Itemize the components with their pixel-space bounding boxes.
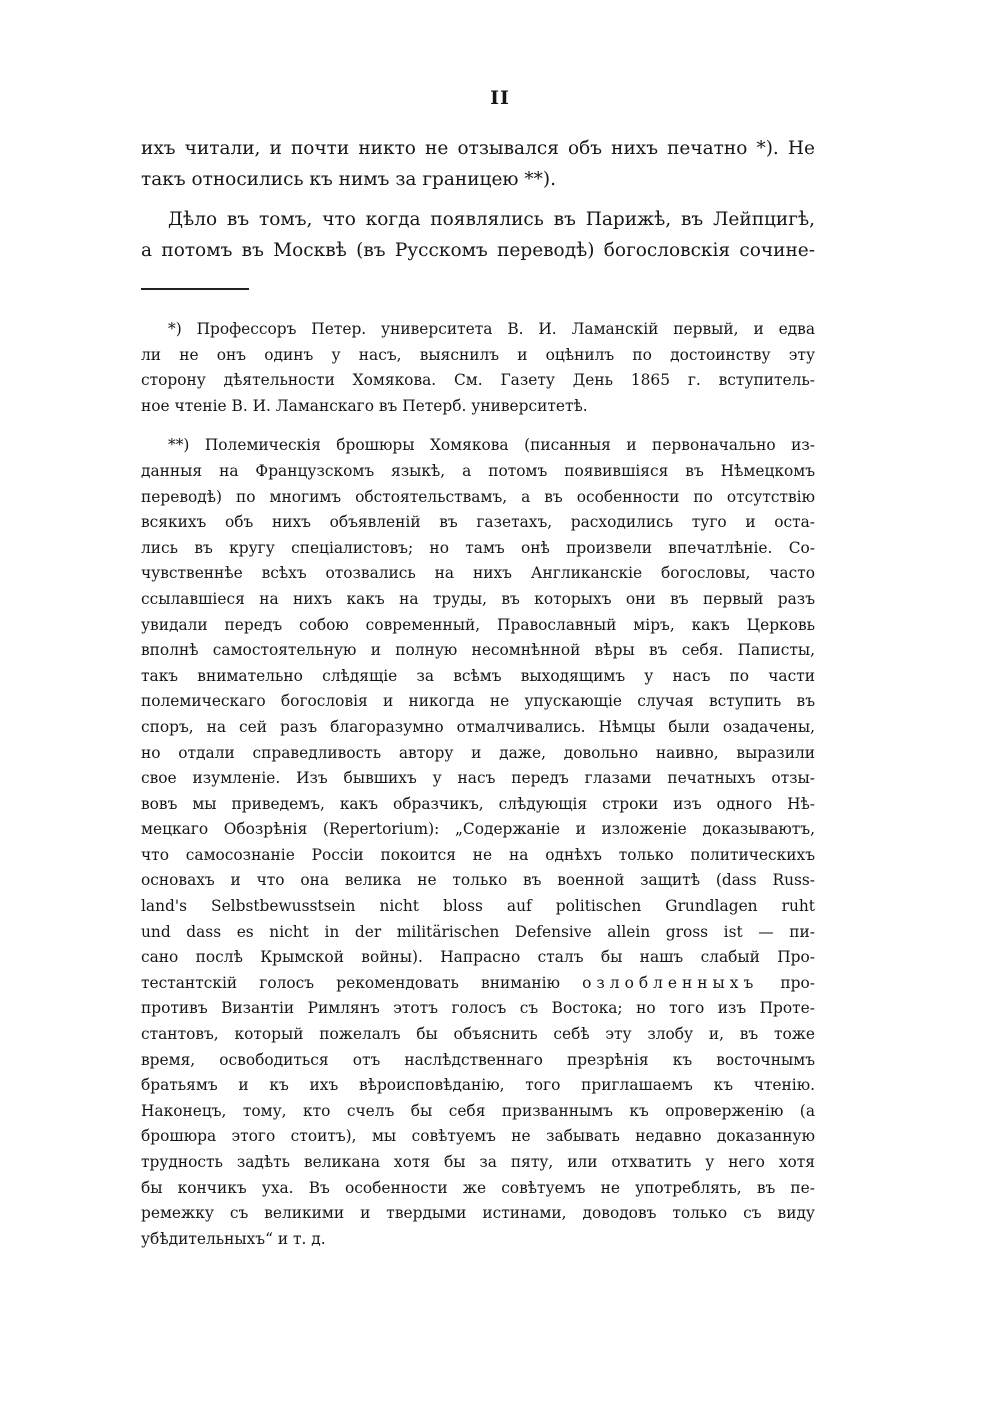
footnote-line: *) Профессоръ Петер. университета В. И. Ламанскій первый, и едва: [168, 320, 815, 338]
footnote-line: стантовъ, который пожелалъ бы объяснить себѣ эту злобу и, въ тоже: [141, 1025, 815, 1044]
footnote-2: [141, 433, 815, 1252]
footnote-line: вовъ мы приведемъ, какъ образчикъ, слѣдующія строки изъ одного Нѣ-: [141, 794, 815, 813]
footnote-line: споръ, на сей разъ благоразумно отмалчивались. Нѣмцы были озадачены,: [141, 717, 815, 736]
footnote-line: увидали передъ собою современный, Православный міръ, какъ Церковь: [141, 615, 815, 634]
footnote-line: ремежку съ великими и твердыми истинами, доводовъ только съ виду: [141, 1204, 815, 1223]
footnote-line: ссылавшіеся на нихъ какъ на труды, въ которыхъ они въ первый разъ: [141, 589, 815, 608]
footnote-line: **) Полемическія брошюры Хомякова (писанныя и первоначально из-: [168, 436, 815, 455]
footnote-line: вполнѣ самостоятельную и полную несомнѣнной вѣры въ себя. Паписты,: [141, 641, 815, 660]
footnote-separator: [141, 288, 249, 290]
footnote-line: полемическаго богословія и никогда не упускающіе случая вступить въ: [141, 692, 815, 711]
footnote-line: основахъ и что она велика не только въ военной защитѣ (dass Russ-: [141, 871, 815, 890]
spaced-word: озлобленныхъ: [582, 973, 759, 992]
footnote-line: такъ внимательно слѣдящіе за всѣмъ выходящимъ у насъ по части: [141, 666, 815, 685]
footnote-line: чувственнѣе всѣхъ отозвались на нихъ Англиканскіе богословы, часто: [141, 564, 815, 583]
footnote-line: мецкаго Обозрѣнія (Repertorium): „Содержаніе и изложеніе доказываютъ,: [141, 820, 815, 839]
footnote-line: что самосознаніе Россіи покоится не на однѣхъ только политическихъ: [141, 845, 815, 864]
footnote-text: тестантскій голосъ рекомендовать вниманію: [141, 973, 560, 992]
footnote-line-with-spaced-word: [141, 971, 815, 997]
footnote-line: противъ Византіи Римлянъ этотъ голосъ съ Востока; но того изъ Проте-: [141, 999, 815, 1018]
footnote-line: land's Selbstbewusstsein nicht bloss auf politischen Grundlagen ruht: [141, 897, 815, 916]
footnote-text: про-: [780, 973, 815, 992]
footnote-line: убѣдительныхъ“ и т. д.: [141, 1229, 326, 1248]
footnote-line: лись въ кругу спеціалистовъ; но тамъ онѣ произвели впечатлѣніе. Со-: [141, 538, 815, 557]
footnote-line: бы кончикъ уха. Въ особенности же совѣтуемъ не употреблять, въ пе-: [141, 1178, 815, 1197]
footnote-line: трудность задѣть великана хотя бы за пяту, или отхватить у него хотя: [141, 1153, 815, 1171]
main-text-line: Дѣло въ томъ, что когда появлялись въ Парижѣ, въ Лейпцигѣ,: [168, 209, 815, 230]
footnote-line: время, освободиться отъ наслѣдственнаго презрѣнія къ восточнымъ: [141, 1050, 815, 1069]
footnotes: [141, 317, 815, 1252]
footnote-line: переводѣ) по многимъ обстоятельствамъ, а въ особенности по отсутствію: [141, 487, 815, 506]
footnote-line: свое изумленіе. Изъ бывшихъ у насъ передъ глазами печатныхъ отзы-: [141, 769, 815, 788]
footnote-line: но отдали справедливость автору и даже, довольно наивно, выразили: [141, 743, 815, 762]
main-text-line: такъ относились къ нимъ за границею **).: [141, 169, 556, 190]
footnote-line: ли не онъ одинъ у насъ, выяснилъ и оцѣнилъ по достоинству эту: [141, 345, 815, 364]
footnote-line: Наконецъ, тому, кто счелъ бы себя призваннымъ къ опроверженію (а: [141, 1101, 815, 1120]
main-text-line: ихъ читали, и почти никто не отзывался объ нихъ печатно *). Не: [141, 138, 815, 159]
footnote-1: [141, 317, 815, 419]
footnote-line: брошюра этого стоитъ), мы совѣтуемъ не забывать недавно доказанную: [141, 1127, 815, 1146]
footnote-line: und dass es nicht in der militärischen Defensive allein gross ist — пи-: [141, 922, 815, 941]
footnote-line: всякихъ объ нихъ объявленій въ газетахъ, расходились туго и оста-: [141, 513, 815, 532]
main-text: [141, 133, 815, 266]
footnote-line: братьямъ и къ ихъ вѣроисповѣданію, того приглашаемъ къ чтенію.: [141, 1076, 815, 1095]
footnote-line: ное чтеніе В. И. Ламанскаго въ Петерб. университетѣ.: [141, 396, 588, 415]
page-number: II: [490, 87, 510, 109]
footnote-line: сано послѣ Крымской войны). Напрасно сталъ бы нашъ слабый Про-: [141, 948, 815, 967]
footnote-line: данныя на Французскомъ языкѣ, а потомъ появившіяся въ Нѣмецкомъ: [141, 461, 815, 480]
main-text-line: а потомъ въ Москвѣ (въ Русскомъ переводѣ) богословскія сочине-: [141, 240, 815, 261]
footnote-line: сторону дѣятельности Хомякова. См. Газету День 1865 г. вступитель-: [141, 371, 815, 390]
